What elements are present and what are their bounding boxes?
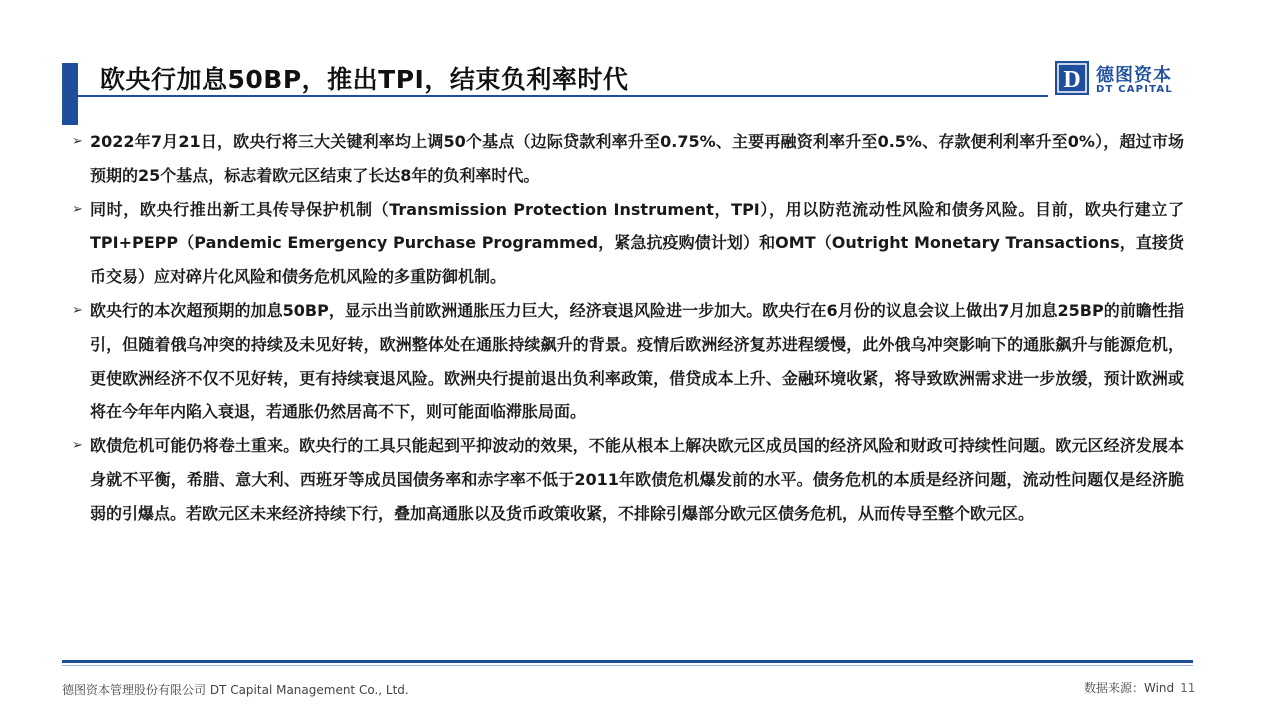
bullet-arrow-icon: ➢ — [72, 201, 83, 217]
footer-divider-thin — [62, 665, 1193, 666]
title-accent-bar — [62, 63, 78, 125]
footer-divider — [62, 660, 1193, 663]
bullet-item — [72, 125, 1184, 193]
footer-source-block — [1084, 679, 1195, 696]
bullet-item — [72, 429, 1184, 530]
bullet-item — [72, 294, 1184, 429]
footer-company: 德图资本管理股份有限公司 DT Capital Management Co., Ltd. — [62, 683, 409, 697]
bullet-text: 欧债危机可能仍将卷土重来。欧央行的工具只能起到平抑波动的效果，不能从根本上解决欧元区成员国的经济风险和财政可持续性问题。欧元区经济发展本身就不平衡，希腊、意大利、西班牙等成员国债务率和赤字率不低于2011年欧债危机爆发前的水平。债务危机的本质是经济问题，流动性问题仅是经济脆弱的引爆点。若欧元区未来经济持续下行，叠加高通胀以及货币政策收紧，不排除引爆部分欧元区债务危机，从而传导至整个欧元区。 — [90, 436, 1184, 523]
data-source: 数据来源：Wind — [1084, 681, 1175, 695]
bullet-arrow-icon: ➢ — [72, 302, 83, 318]
bullet-text: 同时，欧央行推出新工具传导保护机制（Transmission Protection Instrument，TPI），用以防范流动性风险和债务风险。目前，欧央行建立了TPI+PEPP（Pandemic Emergency Purchase Programmed，紧急抗疫购债计划）和OMT（Outright Monetary Transactions，直接货币交易）应对碎片化风险和债务危机风险的多重防御机制。 — [90, 199, 1184, 287]
logo-name-cn: 德图资本 — [1096, 65, 1172, 86]
bullet-text: 2022年7月21日，欧央行将三大关键利率均上调50个基点（边际贷款利率升至0.75%、主要再融资利率升至0.5%、存款便利利率升至0%），超过市场预期的25个基点，标志着欧元区结束了长达8年的负利率时代。 — [90, 132, 1184, 185]
dt-capital-logo — [1055, 61, 1180, 97]
logo-name-en: DT CAPITAL — [1096, 84, 1173, 95]
bullet-arrow-icon: ➢ — [72, 134, 83, 149]
logo-letter: D — [1063, 67, 1081, 93]
page-number: 11 — [1180, 681, 1196, 695]
content-body — [72, 125, 1184, 531]
page-title: 欧央行加息50BP，推出TPI，结束负利率时代 — [100, 65, 629, 94]
title-underline — [78, 95, 1048, 97]
bullet-arrow-icon: ➢ — [72, 438, 83, 454]
logo-mark-icon — [1055, 61, 1089, 95]
bullet-text: 欧央行的本次超预期的加息50BP，显示出当前欧洲通胀压力巨大，经济衰退风险进一步加大。欧央行在6月份的议息会议上做出7月加息25BP的前瞻性指引，但随着俄乌冲突的持续及未见好转，欧洲整体处在通胀持续飙升的背景。疫情后欧洲经济复苏进程缓慢，此外俄乌冲突影响下的通胀飙升与能源危机，更使欧洲经济不仅不见好转，更有持续衰退风险。欧洲央行提前退出负利率政策，借贷成本上升、金融环境收紧，将导致欧洲需求进一步放缓，预计欧洲或将在今年年内陷入衰退，若通胀仍然居高不下，则可能面临滞胀局面。 — [90, 300, 1184, 422]
bullet-item — [72, 193, 1184, 294]
